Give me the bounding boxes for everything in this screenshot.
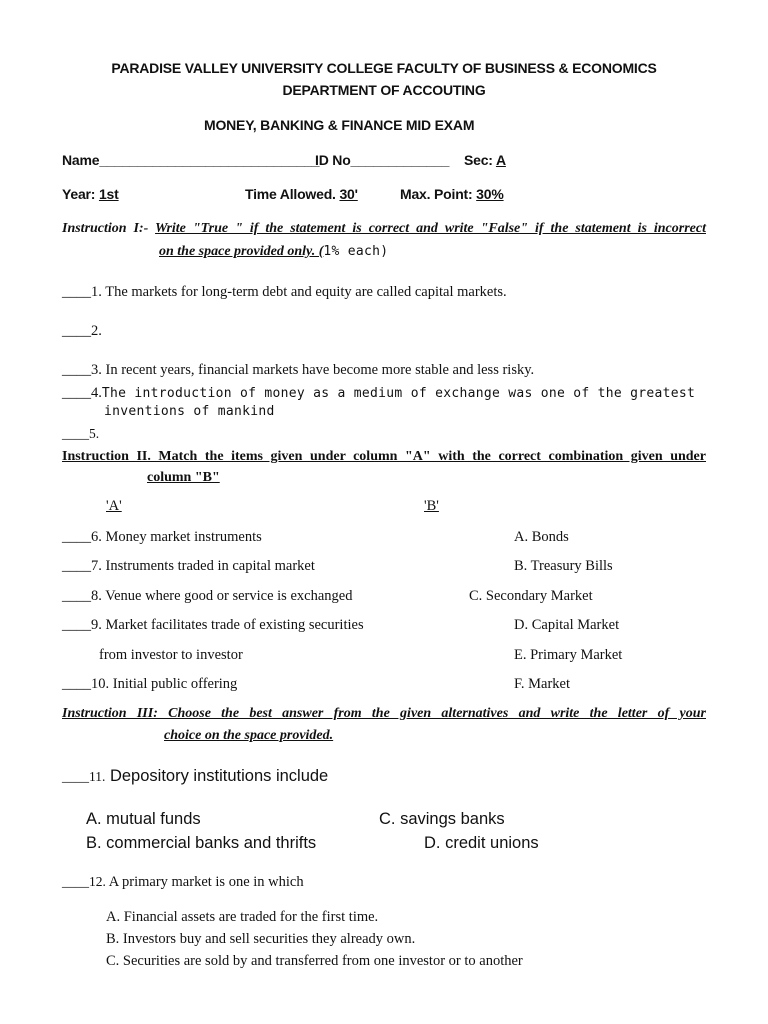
answer-blank[interactable]: ____6.	[62, 529, 102, 545]
match-option-a: A. Bonds	[514, 529, 569, 545]
instruction-3-line1: Instruction III: Choose the best answer from the given alternatives and write the letter of your	[62, 706, 706, 721]
answer-blank[interactable]: ____12.	[62, 874, 106, 889]
section-field	[464, 152, 506, 168]
question-11	[62, 767, 328, 786]
instruction-1-points: 1% each)	[323, 244, 389, 259]
match-item-9	[62, 617, 364, 634]
instruction-1-text-cont: on the space provided only. (	[159, 244, 324, 259]
year-label: Year:	[62, 186, 99, 202]
id-field: ID No_____________	[315, 152, 450, 168]
year-value: 1st	[98, 186, 119, 202]
q12-option-a: A. Financial assets are traded for the first time.	[106, 909, 379, 925]
question-3	[62, 362, 534, 379]
question-text: Depository institutions include	[105, 767, 329, 785]
answer-blank[interactable]: ____2.	[62, 323, 102, 339]
match-option-c: C. Secondary Market	[469, 588, 593, 604]
q11-option-d: D. credit unions	[424, 834, 539, 852]
instruction-1-text: Write "True " if the statement is correct and write "False" if the statement is incorrect	[155, 221, 706, 236]
match-item-9-cont: from investor to investor	[99, 647, 243, 663]
match-text: Market facilitates trade of existing securities	[101, 617, 364, 633]
q11-option-c: C. savings banks	[379, 810, 505, 828]
match-item-7	[62, 558, 315, 575]
answer-blank[interactable]: ____1.	[62, 284, 102, 300]
points-label: Max. Point:	[400, 186, 477, 202]
points-field	[400, 186, 504, 202]
answer-blank[interactable]: ____10.	[62, 676, 110, 692]
university-title: PARADISE VALLEY UNIVERSITY COLLEGE FACULTY OF BUSINESS & ECONOMICS	[111, 60, 657, 76]
q12-option-c: C. Securities are sold by and transferred from one investor or to another	[106, 953, 523, 969]
match-text: Initial public offering	[109, 676, 238, 692]
question-1	[62, 284, 507, 301]
instruction-1-line1	[62, 221, 706, 237]
question-4	[62, 384, 695, 402]
q12-option-b: B. Investors buy and sell securities they already own.	[106, 931, 416, 947]
match-option-b: B. Treasury Bills	[514, 558, 613, 574]
question-text: The introduction of money as a medium of exchange was one of the greatest	[101, 386, 696, 401]
q11-option-b: B. commercial banks and thrifts	[86, 834, 317, 852]
section-label: Sec:	[464, 152, 496, 168]
question-text: In recent years, financial markets have become more stable and less risky.	[101, 362, 535, 378]
match-item-6	[62, 529, 262, 546]
answer-blank[interactable]: ____3.	[62, 362, 102, 378]
instruction-3-line2: choice on the space provided.	[164, 728, 334, 743]
answer-blank[interactable]: ____4.	[62, 385, 102, 401]
match-text: Money market instruments	[101, 529, 262, 545]
match-text: Venue where good or service is exchanged	[101, 588, 353, 604]
question-5	[62, 425, 99, 443]
department-title: DEPARTMENT OF ACCOUTING	[282, 82, 486, 98]
answer-blank[interactable]: ____8.	[62, 588, 102, 604]
match-text: Instruments traded in capital market	[101, 558, 315, 574]
year-field	[62, 186, 119, 202]
exam-title: MONEY, BANKING & FINANCE MID EXAM	[204, 117, 475, 133]
time-field	[245, 186, 358, 202]
match-item-10	[62, 676, 237, 693]
match-option-d: D. Capital Market	[514, 617, 620, 633]
name-field: Name_____________________________	[62, 152, 320, 168]
time-label: Time Allowed.	[245, 186, 340, 202]
match-option-f: F. Market	[514, 676, 571, 692]
question-12	[62, 874, 304, 891]
answer-blank[interactable]: ____9.	[62, 617, 102, 633]
instruction-2-line2: column "B"	[147, 470, 220, 485]
column-a-header: 'A'	[106, 498, 122, 514]
question-2	[62, 323, 102, 340]
instruction-2-line1: Instruction II. Match the items given under column "A" with the correct combination given under	[62, 449, 706, 464]
question-text: A primary market is one in which	[105, 874, 304, 890]
instruction-1-label: Instruction I:-	[62, 221, 156, 236]
points-value: 30%	[476, 186, 504, 202]
match-item-8	[62, 588, 352, 605]
question-text: The markets for long-term debt and equity are called capital markets.	[101, 284, 507, 300]
section-value: A	[495, 152, 506, 168]
question-4-cont: inventions of mankind	[104, 404, 275, 419]
column-b-header: 'B'	[424, 498, 439, 514]
time-value: 30'	[339, 186, 358, 202]
instruction-1-line2	[159, 242, 388, 260]
q11-option-a: A. mutual funds	[86, 810, 201, 828]
answer-blank[interactable]: ____11.	[62, 769, 106, 784]
answer-blank[interactable]: ____7.	[62, 558, 102, 574]
match-option-e: E. Primary Market	[514, 647, 623, 663]
answer-blank[interactable]: ____5.	[62, 426, 100, 441]
